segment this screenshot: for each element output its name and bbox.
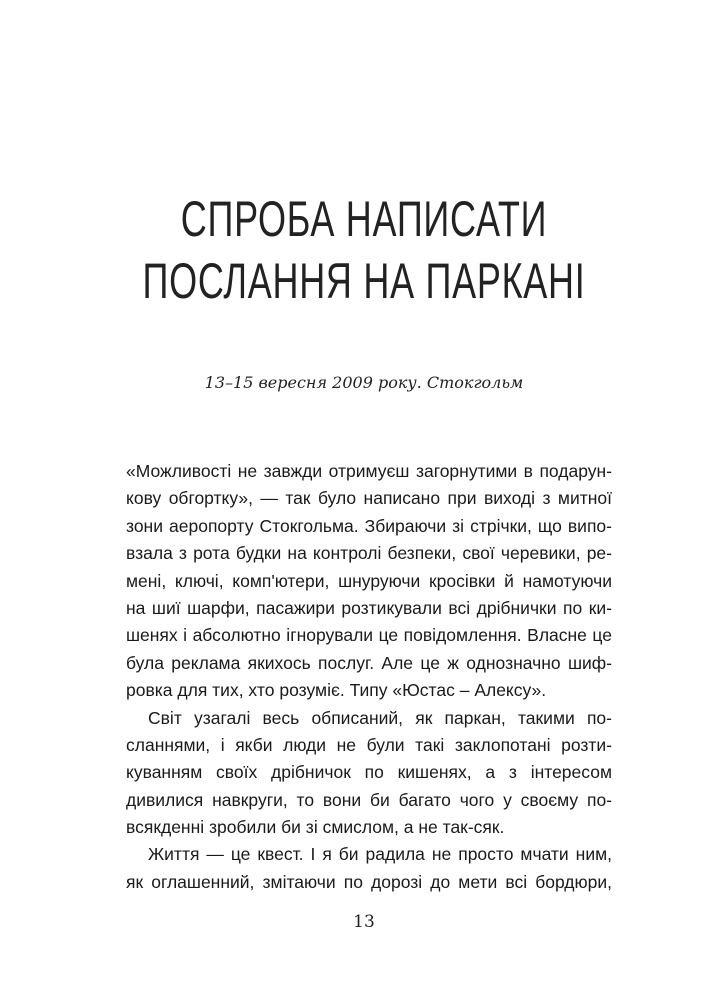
- chapter-title-line-1: СПРОБА НАПИСАТИ: [180, 191, 548, 247]
- text-line: як оглашенний, змітаючи по дорозі до мети всі бордюри,: [126, 871, 612, 892]
- paragraph: [126, 458, 612, 705]
- text-line: взала з рота будки на контролі безпеки, свої черевики, ре-: [126, 543, 612, 564]
- text-line: ровка для тих, хто розуміє. Типу «Юстас – Алексу».: [126, 680, 547, 701]
- chapter-title-line-2: ПОСЛАННЯ НА ПАРКАНІ: [142, 253, 586, 309]
- text-line: «Можливості не завжди отримуєш загорнутими в подарун-: [126, 461, 612, 481]
- text-line: дивилися навкруги, то вони би багато чого у своєму по-: [126, 789, 612, 810]
- page-number: 13: [353, 912, 375, 932]
- text-line: зони аеропорту Стокгольма. Збираючи зі стрічки, що випо-: [126, 515, 612, 536]
- text-line: Світ узагалі весь обписаний, як паркан, такими по-: [148, 707, 612, 728]
- text-line: всякденні зробили би зі смислом, а не так-сяк.: [126, 817, 505, 838]
- text-line: Життя — це квест. І я би радила не просто мчати ним,: [148, 844, 612, 865]
- text-line: мені, ключі, комп'ютери, шнуруючи кросівки й намотуючи: [126, 570, 612, 591]
- chapter-title: [102, 188, 626, 312]
- text-line: сланнями, і якби люди не були такі заклопотані розти-: [126, 734, 612, 755]
- paragraph: [126, 841, 612, 896]
- text-line: кову обгортку», — так було написано при виході з митної: [126, 488, 612, 509]
- body-text: [126, 458, 612, 896]
- text-line: шенях і абсолютно ігнорували це повідомлення. Власне це: [126, 625, 612, 646]
- text-line: була реклама якихось послуг. Але це ж однозначно шиф-: [126, 652, 612, 673]
- text-line: куванням своїх дрібничок по кишенях, а з інтересом: [126, 762, 612, 783]
- text-line: на шиї шарфи, пасажири розтикували всі дрібнички по ки-: [126, 597, 612, 618]
- chapter-dateline: 13–15 вересня 2009 року. Стокгольм: [204, 373, 524, 392]
- paragraph: [126, 705, 612, 842]
